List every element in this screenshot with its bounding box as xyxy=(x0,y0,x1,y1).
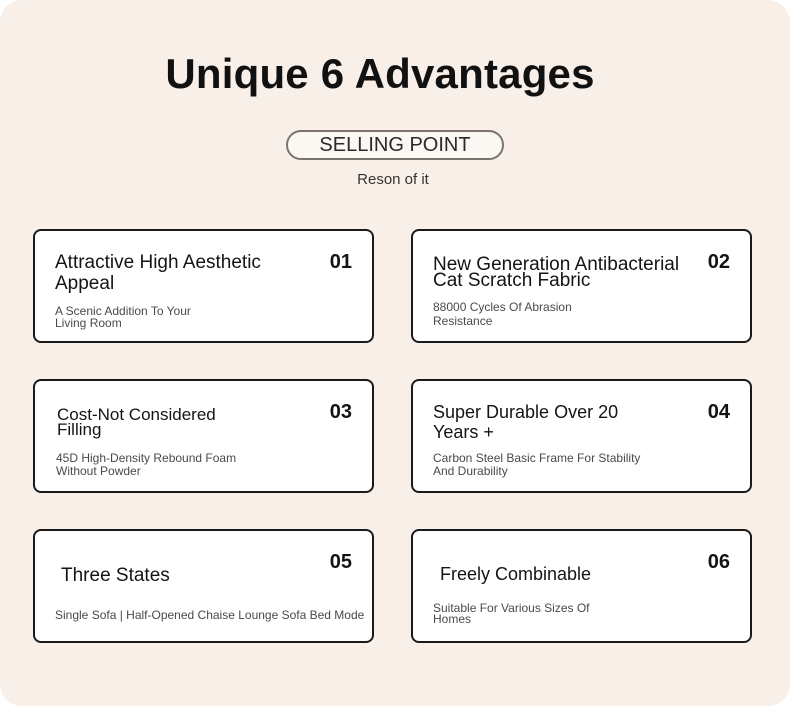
advantage-number: 05 xyxy=(329,551,352,573)
advantage-title: Super Durable Over 20 Years + xyxy=(433,402,619,442)
advantage-card-02 xyxy=(411,229,752,343)
advantage-card-01 xyxy=(33,229,374,343)
page-subtitle: Reson of it xyxy=(357,171,429,188)
selling-point-badge: SELLING POINT xyxy=(286,130,504,160)
advantage-title: Cost-Not Considered Filling xyxy=(57,405,216,439)
advantage-card-06 xyxy=(411,529,752,643)
advantage-number: 02 xyxy=(707,251,730,273)
advantage-card-03 xyxy=(33,379,374,493)
advantage-title: Freely Combinable xyxy=(440,564,592,584)
advantage-description: A Scenic Addition To Your Living Room xyxy=(55,304,191,330)
advantage-title: Attractive High Aesthetic Appeal xyxy=(55,252,261,294)
advantage-title: Three States xyxy=(61,565,170,586)
advantage-description: 45D High-Density Rebound Foam Without Powder xyxy=(56,451,237,478)
advantage-description: Single Sofa | Half-Opened Chaise Lounge Sofa Bed Mode xyxy=(55,608,365,622)
advantage-number: 01 xyxy=(329,251,352,273)
advantage-number: 06 xyxy=(707,551,730,573)
advantage-card-05 xyxy=(33,529,374,643)
advantage-title: New Generation Antibacterial Cat Scratch Fabric xyxy=(433,254,680,291)
page-title: Unique 6 Advantages xyxy=(165,50,595,97)
advantage-description: 88000 Cycles Of Abrasion Resistance xyxy=(433,300,572,328)
advantage-description: Suitable For Various Sizes Of Homes xyxy=(433,601,590,626)
advantage-number: 03 xyxy=(329,401,352,423)
advantage-description: Carbon Steel Basic Frame For Stability And Durability xyxy=(433,451,641,478)
advantage-number: 04 xyxy=(707,401,730,423)
advantage-card-04 xyxy=(411,379,752,493)
